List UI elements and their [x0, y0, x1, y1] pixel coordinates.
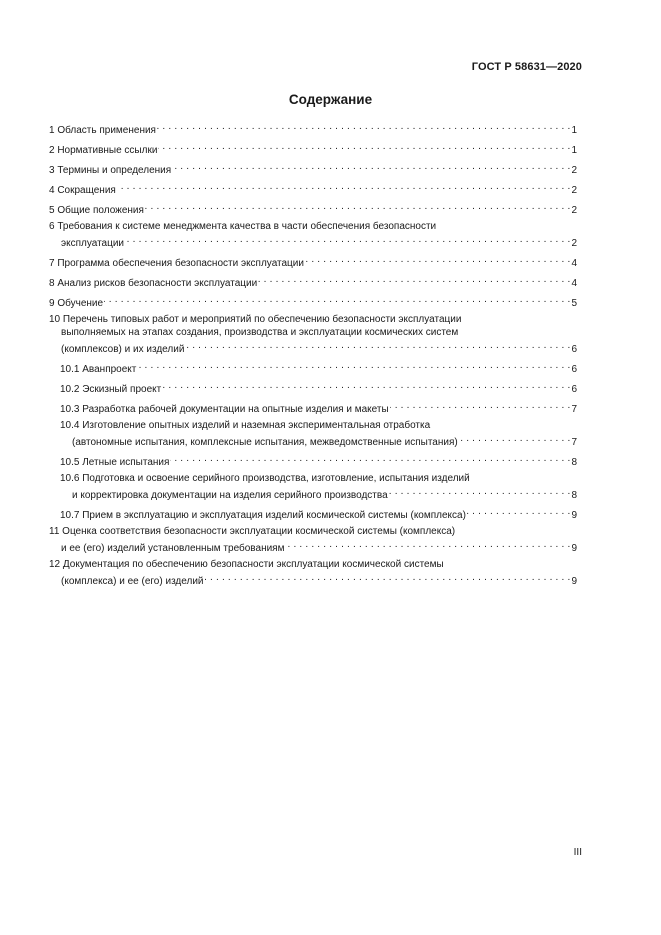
toc-entry-title: 2 Нормативные ссылки [49, 145, 158, 156]
toc-entry[interactable] [49, 273, 577, 290]
dot-leader [162, 379, 570, 392]
toc-entry[interactable] [49, 180, 577, 197]
toc-entry[interactable] [49, 399, 577, 416]
toc-entry-last-line [49, 339, 577, 356]
toc-entry-last-line [49, 253, 577, 270]
toc-entry-text-line: выполняемых на этапах создания, производства и эксплуатации космических систем [61, 327, 459, 338]
dot-leader [205, 571, 571, 584]
toc-entry-last-line [49, 571, 577, 588]
toc-entry[interactable] [49, 558, 577, 588]
table-of-contents [49, 120, 577, 591]
toc-entry-title: (комплексов) и их изделий [61, 344, 185, 355]
toc-entry-title: 4 Сокращения [49, 185, 116, 196]
toc-entry-last-line [49, 140, 577, 157]
toc-entry-page: 9 [571, 576, 577, 587]
toc-entry-last-line [49, 120, 577, 137]
toc-entry[interactable] [49, 200, 577, 217]
toc-entry-text-line: 10.4 Изготовление опытных изделий и наземная экспериментальная отработка [60, 420, 431, 431]
toc-entry[interactable] [49, 253, 577, 270]
toc-entry-last-line [60, 505, 577, 522]
toc-entry-last-line [49, 273, 577, 290]
toc-entry-page: 6 [571, 384, 577, 395]
toc-entry[interactable] [49, 140, 577, 157]
toc-entry-page: 2 [571, 185, 577, 196]
toc-entry-title: 10.5 Летные испытания [60, 457, 170, 468]
toc-entry-text-line: 11 Оценка соответствия безопасности эксплуатации космической системы (комплекса) [49, 526, 456, 537]
toc-entry-page: 1 [571, 145, 577, 156]
dot-leader [389, 485, 571, 498]
toc-entry[interactable] [49, 419, 577, 449]
dot-leader [390, 399, 571, 412]
toc-entry[interactable] [49, 359, 577, 376]
dot-leader [172, 160, 570, 173]
dot-leader [125, 233, 570, 246]
dot-leader [137, 359, 570, 372]
dot-leader [104, 293, 570, 306]
toc-entry-text-line: 6 Требования к системе менеджмента качества в части обеспечения безопасности [49, 221, 437, 232]
toc-entry-title: эксплуатации [61, 238, 124, 249]
toc-entry-page: 2 [571, 165, 577, 176]
dot-leader [170, 452, 570, 465]
toc-entry-title: (комплекса) и ее (его) изделий [61, 576, 204, 587]
toc-entry-text-line: 10 Перечень типовых работ и мероприятий по обеспечению безопасности эксплуатации [49, 314, 462, 325]
toc-entry-page: 8 [571, 490, 577, 501]
document-code: ГОСТ Р 58631—2020 [471, 61, 582, 73]
toc-entry-title: 9 Обучение [49, 298, 104, 309]
toc-entry-last-line [60, 399, 577, 416]
toc-entry-last-line [60, 359, 577, 376]
dot-leader [185, 339, 570, 352]
dot-leader [117, 180, 571, 193]
toc-entry[interactable] [49, 379, 577, 396]
toc-entry-title: и корректировка документации на изделия серийного производства [72, 490, 388, 501]
toc-entry[interactable] [49, 120, 577, 137]
toc-entry-text-line: 10.6 Подготовка и освоение серийного производства, изготовление, испытания изделий [60, 473, 470, 484]
toc-entry-title: 8 Анализ рисков безопасности эксплуатации [49, 278, 258, 289]
dot-leader [158, 140, 570, 153]
dot-leader [285, 538, 570, 551]
dot-leader [459, 432, 571, 445]
toc-entry-page: 6 [571, 364, 577, 375]
toc-entry-page: 4 [571, 278, 577, 289]
toc-entry-title: 7 Программа обеспечения безопасности эксплуатации [49, 258, 304, 269]
dot-leader [258, 273, 570, 286]
toc-entry-last-line [60, 485, 577, 502]
toc-title: Содержание [288, 92, 373, 107]
toc-entry-title: (автономные испытания, комплексные испытания, межведомственные испытания) [72, 437, 458, 448]
toc-entry-title: 10.1 Аванпроект [60, 364, 137, 375]
toc-entry[interactable] [49, 505, 577, 522]
toc-entry-last-line [49, 200, 577, 217]
dot-leader [305, 253, 570, 266]
toc-entry-page: 8 [571, 457, 577, 468]
toc-entry-last-line [60, 452, 577, 469]
toc-entry-last-line [60, 432, 577, 449]
dot-leader [145, 200, 571, 213]
dot-leader [157, 120, 570, 133]
toc-entry-page: 2 [571, 205, 577, 216]
toc-entry-title: 1 Область применения [49, 125, 156, 136]
toc-entry-page: 2 [571, 238, 577, 249]
toc-entry-last-line [60, 379, 577, 396]
toc-entry[interactable] [49, 220, 577, 250]
toc-entry-page: 9 [571, 510, 577, 521]
toc-entry-page: 7 [571, 404, 577, 415]
toc-entry-title: и ее (его) изделий установленным требованиям [61, 543, 285, 554]
toc-entry-text-line: 12 Документация по обеспечению безопасности эксплуатации космической системы [49, 559, 444, 570]
toc-entry-title: 10.2 Эскизный проект [60, 384, 162, 395]
toc-entry-page: 7 [571, 437, 577, 448]
toc-entry-last-line [49, 293, 577, 310]
toc-entry-page: 9 [571, 543, 577, 554]
dot-leader [467, 505, 571, 518]
toc-entry-page: 1 [571, 125, 577, 136]
toc-entry[interactable] [49, 525, 577, 555]
toc-entry[interactable] [49, 293, 577, 310]
page-number: III [573, 847, 582, 858]
toc-entry[interactable] [49, 313, 577, 356]
toc-entry[interactable] [49, 472, 577, 502]
toc-entry-title: 10.3 Разработка рабочей документации на опытные изделия и макеты [60, 404, 389, 415]
toc-entry[interactable] [49, 452, 577, 469]
toc-entry-title: 5 Общие положения [49, 205, 144, 216]
toc-entry-page: 4 [571, 258, 577, 269]
toc-entry-page: 5 [571, 298, 577, 309]
toc-entry-last-line [49, 160, 577, 177]
toc-entry-title: 3 Термины и определения [49, 165, 172, 176]
toc-entry-last-line [49, 233, 577, 250]
toc-entry-title: 10.7 Прием в эксплуатацию и эксплуатация изделий космической системы (комплекса) [60, 510, 466, 521]
toc-entry-last-line [49, 538, 577, 555]
toc-entry-last-line [49, 180, 577, 197]
toc-entry[interactable] [49, 160, 577, 177]
toc-entry-page: 6 [571, 344, 577, 355]
